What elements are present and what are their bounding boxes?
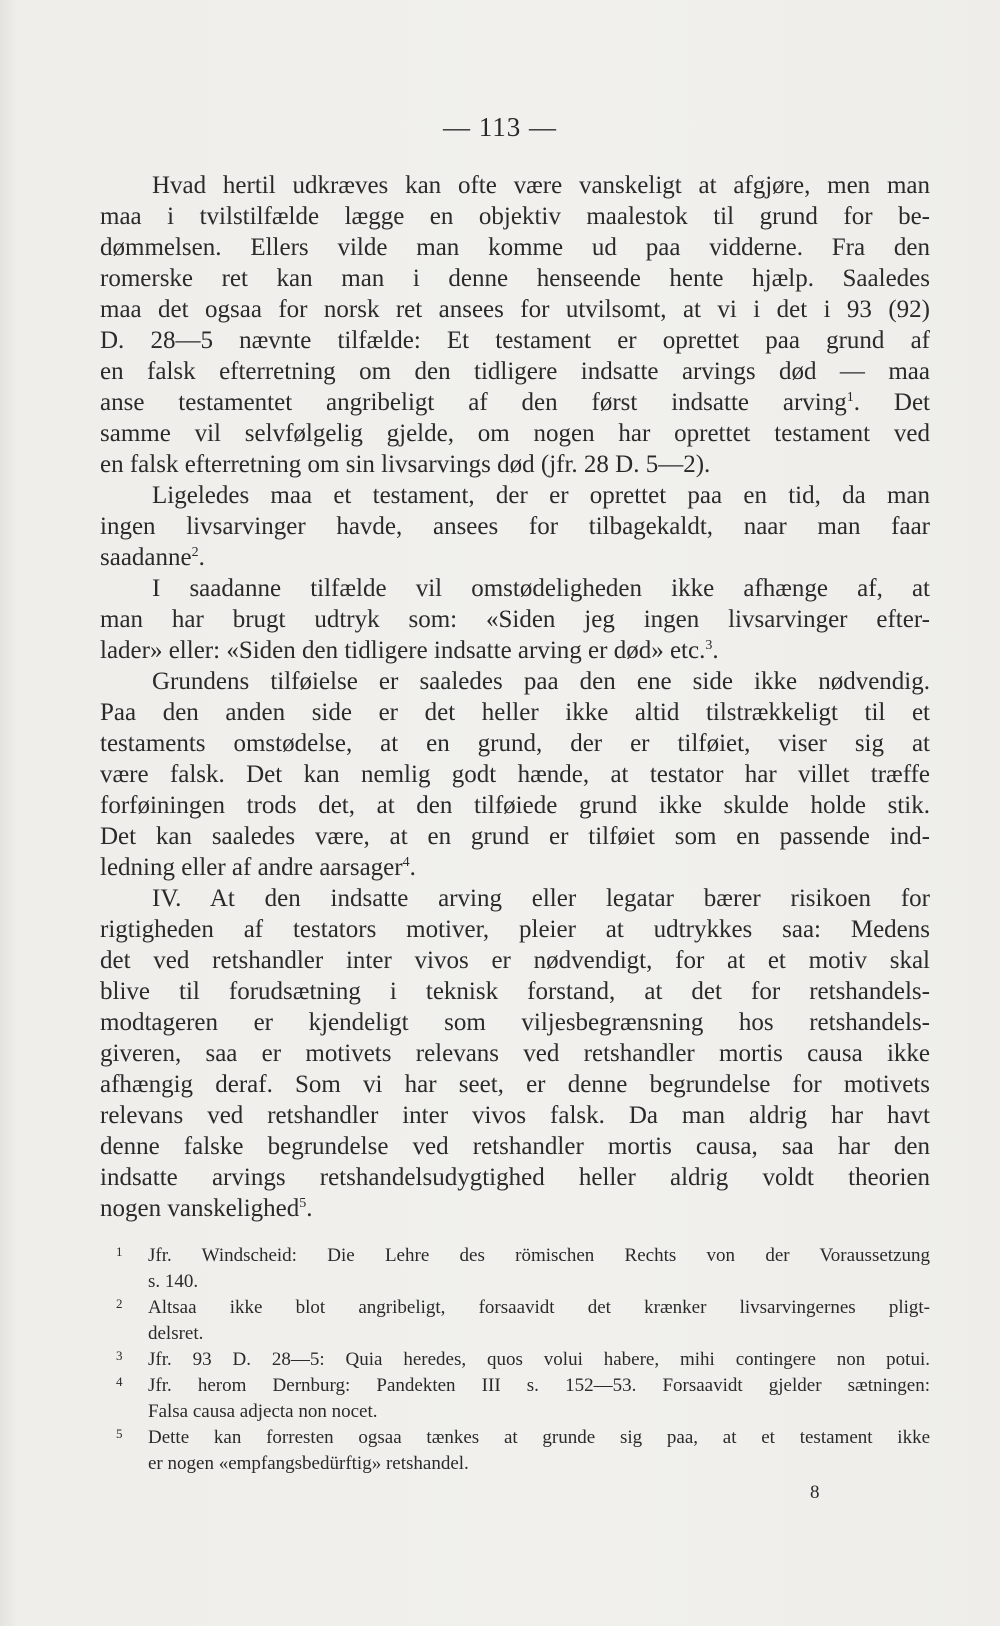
body-line-text: testaments omstødelse, at en grund, der er tilføiet, viser sig at bbox=[100, 730, 930, 757]
body-line-text: indsatte arvings retshandelsudygtighed heller aldrig voldt theorien bbox=[100, 1164, 930, 1191]
body-line bbox=[100, 1038, 930, 1069]
body-line bbox=[100, 263, 930, 294]
body-line bbox=[100, 325, 930, 356]
body-line bbox=[100, 449, 930, 480]
body-line-text: anse testamentet angribeligt af den først indsatte arving bbox=[100, 389, 847, 416]
body-line-text: I saadanne tilfælde vil omstødeligheden ikke afhænge af, at bbox=[152, 575, 930, 602]
body-line-text: samme vil selvfølgelig gjelde, om nogen har oprettet testament ved bbox=[100, 420, 930, 447]
body-line-text: modtageren er kjendeligt som viljesbegrænsning hos retshandels- bbox=[100, 1009, 930, 1036]
body-line bbox=[100, 418, 930, 449]
footnote-reference: 5 bbox=[299, 1196, 307, 1211]
body-line-text: Det kan saaledes være, at en grund er tilføiet som en passende ind- bbox=[100, 823, 930, 850]
body-line bbox=[100, 852, 930, 883]
footnote-reference: 2 bbox=[191, 545, 199, 560]
body-line-text: saadanne bbox=[100, 544, 192, 571]
body-line-text-after: . bbox=[306, 1195, 313, 1222]
body-line bbox=[100, 1007, 930, 1038]
body-line-text: maa i tvilstilfælde lægge en objektiv maalestok til grund for be- bbox=[100, 203, 930, 230]
body-line bbox=[100, 201, 930, 232]
body-line bbox=[100, 821, 930, 852]
body-line bbox=[100, 1131, 930, 1162]
footnote-marker: 4 bbox=[116, 1374, 123, 1389]
body-line bbox=[100, 232, 930, 263]
body-line-text: giveren, saa er motivets relevans ved retshandler mortis causa ikke bbox=[100, 1040, 930, 1067]
footnote-text: Dette kan forresten ogsaa tænkes at grunde sig paa, at et testament ikke bbox=[148, 1427, 930, 1448]
body-line bbox=[100, 1162, 930, 1193]
footnote-text: s. 140. bbox=[148, 1271, 199, 1292]
body-line-text-after: . bbox=[712, 637, 719, 664]
body-line bbox=[100, 883, 930, 914]
body-line-text: en falsk efterretning om den tidligere indsatte arvings død — maa bbox=[100, 358, 930, 385]
footnote-reference: 1 bbox=[846, 390, 854, 405]
body-text bbox=[100, 170, 930, 1224]
footnote-text: er nogen «empfangsbedürftig» retshandel. bbox=[148, 1453, 469, 1474]
footnote-marker: 5 bbox=[116, 1426, 123, 1441]
body-line-text: maa det ogsaa for norsk ret ansees for utvilsomt, at vi i det i 93 (92) bbox=[100, 296, 930, 323]
footnote-marker: 3 bbox=[116, 1348, 123, 1363]
body-line-text: relevans ved retshandler inter vivos falsk. Da man aldrig har havt bbox=[100, 1102, 930, 1129]
body-line bbox=[100, 790, 930, 821]
body-line bbox=[100, 604, 930, 635]
body-line bbox=[100, 480, 930, 511]
body-line-text: blive til forudsætning i teknisk forstand, at det for retshandels- bbox=[100, 978, 930, 1005]
body-line-text: Paa den anden side er det heller ikke altid tilstrækkeligt til et bbox=[100, 699, 930, 726]
body-line bbox=[100, 294, 930, 325]
body-line-text-after: . bbox=[198, 544, 205, 571]
body-line bbox=[100, 542, 930, 573]
body-line bbox=[100, 666, 930, 697]
signature-mark: 8 bbox=[810, 1482, 820, 1503]
body-line-text: ingen livsarvinger havde, ansees for tilbagekaldt, naar man faar bbox=[100, 513, 930, 540]
body-line bbox=[100, 635, 930, 666]
body-line-text: forføiningen trods det, at den tilføiede grund ikke skulde holde stik. bbox=[100, 792, 930, 819]
body-line bbox=[100, 1193, 930, 1224]
body-line-text: D. 28—5 nævnte tilfælde: Et testament er oprettet paa grund af bbox=[100, 327, 930, 354]
footnote-line bbox=[100, 1373, 930, 1399]
footnote-line bbox=[100, 1451, 930, 1477]
body-line-text: denne falske begrundelse ved retshandler mortis causa, saa har den bbox=[100, 1133, 930, 1160]
body-line-text: Ligeledes maa et testament, der er oprettet paa en tid, da man bbox=[152, 482, 930, 509]
body-line-text-after: . Det bbox=[853, 389, 930, 416]
body-line bbox=[100, 170, 930, 201]
body-line bbox=[100, 511, 930, 542]
body-line bbox=[100, 1100, 930, 1131]
body-line-text: ledning eller af andre aarsager bbox=[100, 854, 403, 881]
body-line-text: IV. At den indsatte arving eller legatar bærer risikoen for bbox=[152, 885, 930, 912]
body-line bbox=[100, 356, 930, 387]
footnote-line bbox=[100, 1295, 930, 1321]
footnote-line bbox=[100, 1269, 930, 1295]
body-line-text: Grundens tilføielse er saaledes paa den ene side ikke nødvendig. bbox=[152, 668, 930, 695]
body-line-text: nogen vanskelighed bbox=[100, 1195, 300, 1222]
footnote-marker: 2 bbox=[116, 1296, 123, 1311]
footnote-line bbox=[100, 1243, 930, 1269]
body-line bbox=[100, 573, 930, 604]
body-line-text: dømmelsen. Ellers vilde man komme ud paa vidderne. Fra den bbox=[100, 234, 930, 261]
footnote-line bbox=[100, 1425, 930, 1451]
body-line-text-after: . bbox=[409, 854, 416, 881]
body-line bbox=[100, 914, 930, 945]
body-line-text: afhængig deraf. Som vi har seet, er denne begrundelse for motivets bbox=[100, 1071, 930, 1098]
body-line bbox=[100, 759, 930, 790]
page-number: — 113 — bbox=[443, 112, 557, 142]
body-line-text: man har brugt udtryk som: «Siden jeg ingen livsarvinger efter- bbox=[100, 606, 930, 633]
footnote-text: delsret. bbox=[148, 1323, 204, 1344]
body-line-text: Hvad hertil udkræves kan ofte være vanskeligt at afgjøre, men man bbox=[152, 172, 930, 199]
footnote-text: Falsa causa adjecta non nocet. bbox=[148, 1401, 378, 1422]
footnote-line bbox=[100, 1347, 930, 1373]
body-line bbox=[100, 728, 930, 759]
footnote-reference: 4 bbox=[402, 855, 410, 870]
footnote-text: Jfr. herom Dernburg: Pandekten III s. 152—53. Forsaavidt gjelder sætningen: bbox=[148, 1375, 930, 1396]
body-line bbox=[100, 976, 930, 1007]
body-line-text: være falsk. Det kan nemlig godt hænde, at testator har villet træffe bbox=[100, 761, 930, 788]
footnote-marker: 1 bbox=[116, 1244, 123, 1259]
footnote-line bbox=[100, 1321, 930, 1347]
body-line-text: det ved retshandler inter vivos er nødvendigt, for at et motiv skal bbox=[100, 947, 930, 974]
body-line-text: rigtigheden af testators motiver, pleier at udtrykkes saa: Medens bbox=[100, 916, 930, 943]
body-line-text: en falsk efterretning om sin livsarvings død (jfr. 28 D. 5—2). bbox=[100, 451, 711, 478]
footnotes bbox=[100, 1243, 930, 1477]
body-line bbox=[100, 1069, 930, 1100]
footnote-text: Altsaa ikke blot angribeligt, forsaavidt det krænker livsarvingernes pligt- bbox=[148, 1297, 930, 1318]
footnote-text: Jfr. 93 D. 28—5: Quia heredes, quos volui habere, mihi contingere non potui. bbox=[148, 1349, 930, 1370]
body-line bbox=[100, 945, 930, 976]
body-line-text: lader» eller: «Siden den tidligere indsatte arving er død» etc. bbox=[100, 637, 706, 664]
footnote-text: Jfr. Windscheid: Die Lehre des römischen Rechts von der Voraussetzung bbox=[148, 1245, 930, 1266]
footnote-reference: 3 bbox=[705, 638, 713, 653]
body-line-text: romerske ret kan man i denne henseende hente hjælp. Saaledes bbox=[100, 265, 930, 292]
footnote-line bbox=[100, 1399, 930, 1425]
body-line bbox=[100, 697, 930, 728]
body-line bbox=[100, 387, 930, 418]
